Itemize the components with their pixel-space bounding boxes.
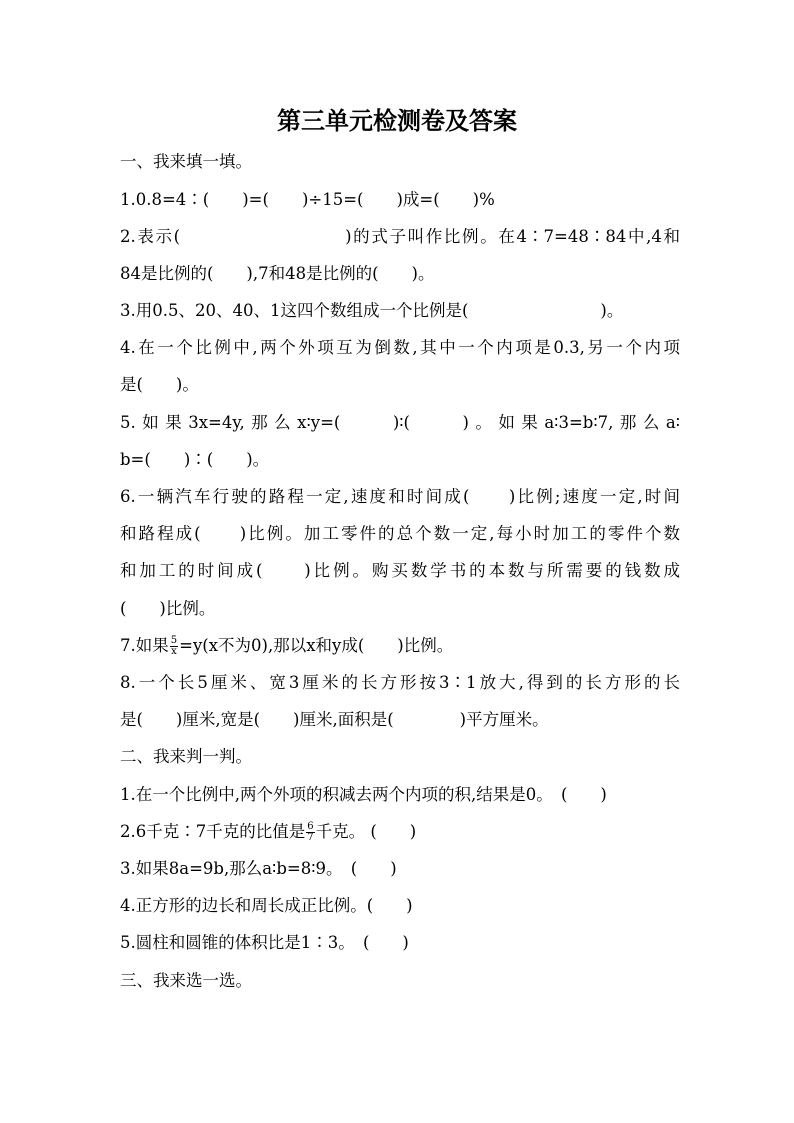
fraction-numerator: 6 (307, 821, 314, 832)
question-8-line-2: 是( )厘米,宽是( )厘米,面积是( )平方厘米。 (120, 710, 549, 729)
question-5-line-1: 5.如果3x=4y,那么x∶y=( )∶( )。如果a∶3=b∶7,那么a∶ (120, 413, 680, 432)
question-6-line-4: ( )比例。 (120, 599, 216, 618)
question-1: 1.0.8=4∶( )=( )÷15=( )成=( )% (120, 190, 495, 209)
question-4-line-1: 4.在一个比例中,两个外项互为倒数,其中一个内项是0.3,另一个内项 (120, 338, 680, 357)
judge-1: 1.在一个比例中,两个外项的积减去两个内项的积,结果是0。 ( ) (120, 785, 607, 804)
fraction-5-over-x (170, 636, 178, 657)
judge-2-prefix: 2.6千克∶7千克的比值是 (120, 822, 306, 841)
judge-5: 5.圆柱和圆锥的体积比是1∶3。 ( ) (120, 933, 409, 952)
fraction-numerator: 5 (170, 635, 178, 646)
judge-4: 4.正方形的边长和周长成正比例。( ) (120, 896, 413, 915)
judge-2 (120, 820, 680, 844)
question-4-line-2: 是( )。 (120, 375, 199, 394)
question-2-line-1: 2.表示( )的式子叫作比例。在4∶7=48∶84中,4和 (120, 227, 680, 246)
question-7-suffix: =y(x不为0),那以x和y成( )比例。 (179, 636, 454, 655)
question-7 (120, 634, 680, 658)
fraction-denominator: 7 (307, 832, 314, 843)
section-judge-heading: 二、我来判一判。 (120, 747, 252, 766)
question-2-line-2: 84是比例的( ),7和48是比例的( )。 (120, 264, 435, 283)
page-title: 第三单元检测卷及答案 (277, 107, 517, 135)
question-6-line-3: 和加工的时间成( )比例。购买数学书的本数与所需要的钱数成 (120, 561, 680, 580)
question-3: 3.用0.5、20、40、1这四个数组成一个比例是( )。 (120, 301, 624, 320)
question-6-line-2: 和路程成( )比例。加工零件的总个数一定,每小时加工的零件个数 (120, 524, 680, 543)
question-8-line-1: 8.一个长5厘米、宽3厘米的长方形按3∶1放大,得到的长方形的长 (120, 673, 680, 692)
fraction-6-over-7 (306, 822, 314, 843)
section-choose-heading: 三、我来选一选。 (120, 971, 252, 990)
question-5-line-2: b=( )∶( )。 (120, 450, 270, 469)
section-fill-heading: 一、我来填一填。 (120, 152, 252, 171)
question-6-line-1: 6.一辆汽车行驶的路程一定,速度和时间成( )比例;速度一定,时间 (120, 487, 680, 506)
fraction-denominator: x (171, 646, 177, 657)
judge-2-suffix: 千克。 ( ) (315, 822, 417, 841)
judge-3: 3.如果8a=9b,那么a∶b=8∶9。 ( ) (120, 859, 397, 878)
question-7-prefix: 7.如果 (120, 636, 169, 655)
